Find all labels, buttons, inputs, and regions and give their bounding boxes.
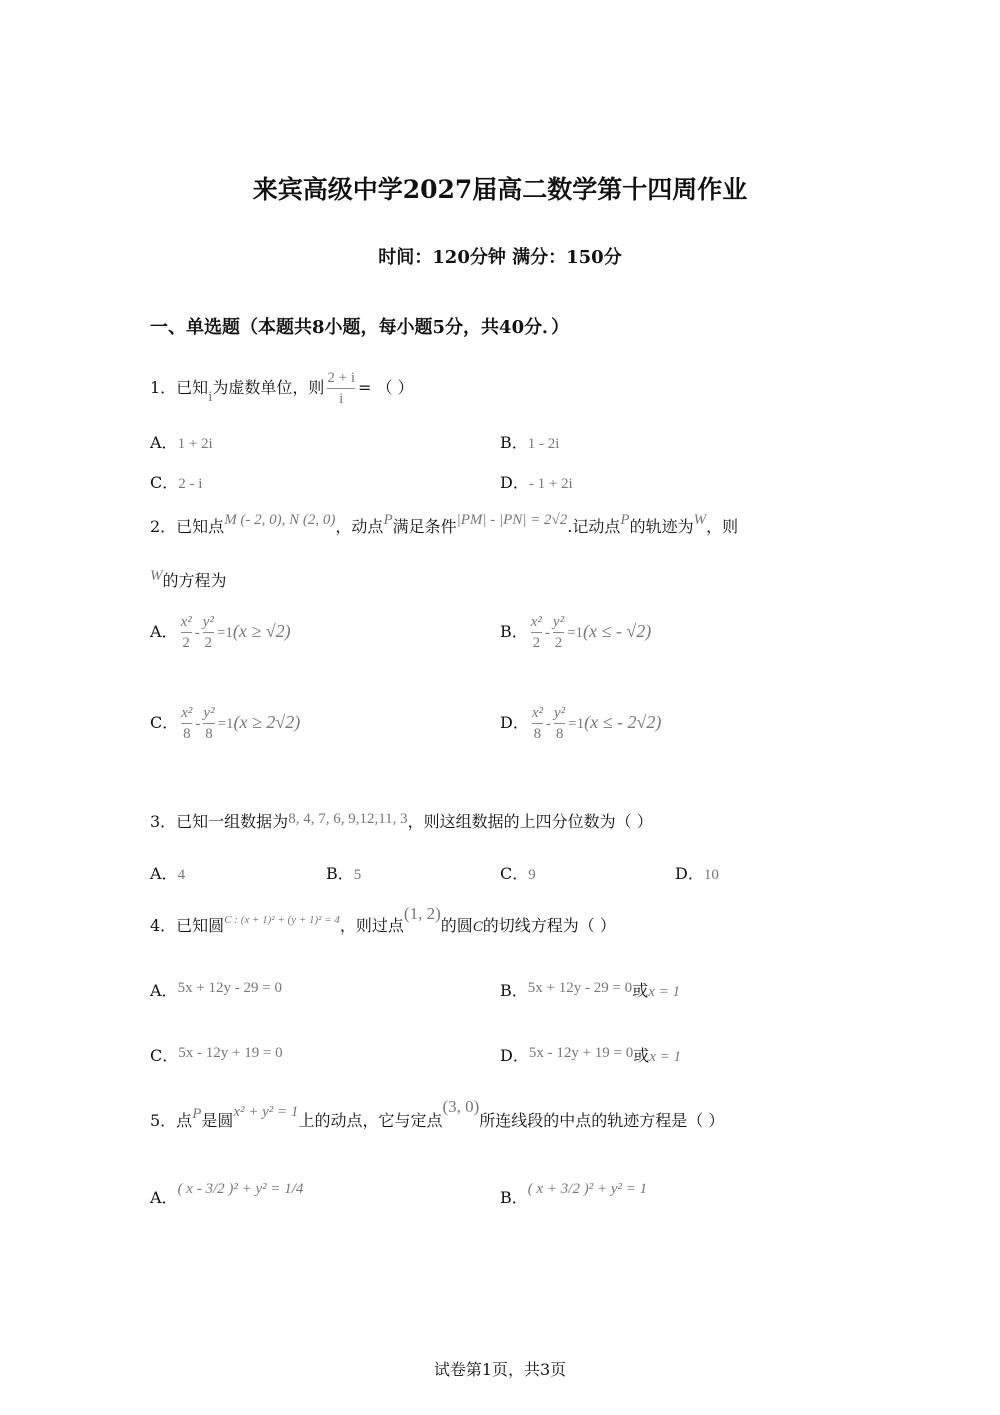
frac-num: y² <box>552 614 565 630</box>
frac-num: x² <box>180 614 192 630</box>
section-heading: 一、单选题（本题共8小题，每小题5分，共40分．） <box>150 317 570 338</box>
option-label: A． <box>150 1188 178 1207</box>
frac-den: 8 <box>183 726 191 742</box>
option-label: C． <box>150 1046 179 1065</box>
option-label: A． <box>150 433 178 452</box>
frac-num: x² <box>181 705 193 721</box>
page-footer: 试卷第1页，共3页 <box>433 1360 567 1379</box>
option-value: x = 1 <box>648 984 680 1000</box>
fraction <box>554 703 565 744</box>
fraction <box>203 612 214 653</box>
frac-num: y² <box>202 614 214 630</box>
q3-option-d[interactable] <box>675 861 719 884</box>
q2-stem-part: 满足条件 <box>392 517 457 536</box>
operator: =1 <box>217 716 234 732</box>
frac-den: 2 <box>532 635 541 651</box>
q4-stem-part: ，则过点 <box>339 916 404 935</box>
option-label: C． <box>150 473 179 492</box>
question-4-stem <box>150 904 616 936</box>
frac-num: x² <box>531 705 543 721</box>
option-value: 5x + 12y - 29 = 0 <box>527 980 633 996</box>
q2-condition: |PM| - |PN| = 2√2 <box>456 512 568 528</box>
q1-frac-den: i <box>339 391 344 407</box>
q1-var: i <box>208 389 213 405</box>
q5-option-a[interactable] <box>150 1181 304 1208</box>
frac-num: y² <box>554 705 566 721</box>
q2-stem-part: .记动点 <box>567 517 621 536</box>
q3-option-a[interactable] <box>150 861 185 884</box>
option-label: A． <box>150 622 178 641</box>
q2-var: P <box>383 512 393 528</box>
q2-option-d[interactable] <box>500 703 661 744</box>
option-value: 10 <box>703 867 719 883</box>
q1-option-c[interactable] <box>150 470 202 493</box>
option-label: B． <box>500 1188 528 1207</box>
option-value: 2 - i <box>178 476 203 492</box>
frac-den: 8 <box>533 726 542 742</box>
q5-stem-part: 是圆 <box>201 1111 234 1130</box>
question-2-stem <box>150 514 738 537</box>
q2-stem-part: ，则 <box>706 517 739 536</box>
q4-stem-part: 4．已知圆 <box>150 916 225 935</box>
q1-option-d[interactable] <box>500 470 573 493</box>
q2-stem-part: ，动点 <box>335 517 384 536</box>
option-value: 9 <box>528 867 536 883</box>
q4-stem-part: 的切线方程为（ ） <box>482 916 616 935</box>
q1-stem-part: 1．已知 <box>150 378 209 397</box>
option-value: (x ≥ √2) <box>232 621 291 641</box>
page-title: 来宾高级中学2027届高二数学第十四周作业 <box>252 175 748 204</box>
q4-option-b[interactable] <box>500 978 680 1001</box>
q3-option-c[interactable] <box>500 861 536 884</box>
option-value: 5 <box>353 867 362 883</box>
q2-var: P <box>620 512 630 528</box>
question-2-line2 <box>150 568 227 591</box>
option-label: C． <box>500 864 529 883</box>
q5-var: P <box>192 1106 202 1122</box>
q5-circle-equation: x² + y² = 1 <box>233 1104 299 1120</box>
option-value: ( x + 3/2 )² + y² = 1 <box>527 1181 648 1197</box>
option-label: B． <box>500 433 528 452</box>
option-label: A． <box>150 864 178 883</box>
option-value: (x ≥ 2√2) <box>233 712 301 732</box>
q4-var: C <box>472 919 483 935</box>
question-1-stem <box>150 368 414 409</box>
operator: =1 <box>568 716 585 732</box>
frac-den: 2 <box>554 635 563 651</box>
frac-den: 2 <box>204 635 213 651</box>
question-5-stem <box>150 1097 725 1131</box>
q1-option-a[interactable] <box>150 430 213 453</box>
q3-option-b[interactable] <box>326 861 361 884</box>
q4-option-d[interactable] <box>500 1043 681 1066</box>
operator: =1 <box>567 625 584 641</box>
option-label: D． <box>500 1046 529 1065</box>
q2-option-a[interactable] <box>150 612 291 653</box>
frac-den: 8 <box>555 726 564 742</box>
q2-var: W <box>150 568 163 584</box>
q4-stem-part: 的圆 <box>440 916 473 935</box>
q5-stem-part: 所连线段的中点的轨迹方程是（ ） <box>479 1111 725 1130</box>
fraction <box>553 612 564 653</box>
q2-points: M (- 2, 0), N (2, 0) <box>224 512 336 528</box>
q2-option-c[interactable] <box>150 703 300 744</box>
q1-stem-part: = （ ） <box>358 378 414 397</box>
frac-num: y² <box>203 705 215 721</box>
option-label: B． <box>326 864 354 883</box>
q1-option-b[interactable] <box>500 430 559 453</box>
q5-option-b[interactable] <box>500 1181 648 1208</box>
q3-data: 8, 4, 7, 6, 9,12,11, 3 <box>288 811 408 827</box>
q4-option-a[interactable] <box>150 978 282 1001</box>
option-value: (x ≤ - 2√2) <box>584 712 662 732</box>
option-label: B． <box>500 981 528 1000</box>
q3-stem-part: 3．已知一组数据为 <box>150 812 289 831</box>
fraction <box>532 703 543 744</box>
fraction <box>531 612 542 653</box>
q1-stem-part: 为虚数单位，则 <box>212 378 325 397</box>
option-label: D． <box>675 864 704 883</box>
option-label: D． <box>500 713 529 732</box>
option-label: D． <box>500 473 529 492</box>
option-value: 5x - 12y + 19 = 0 <box>178 1045 283 1061</box>
q2-stem-part: 2．已知点 <box>150 517 225 536</box>
q4-circle-equation: C : (x + 1)² + (y + 1)² = 4 <box>224 914 340 926</box>
q2-stem-part: 的方程为 <box>162 571 227 590</box>
q5-stem-part: 5．点 <box>150 1111 193 1130</box>
option-value: ( x - 3/2 )² + y² = 1/4 <box>177 1181 304 1197</box>
frac-den: 8 <box>205 726 213 742</box>
option-label: B． <box>500 622 528 641</box>
q3-stem-part: ，则这组数据的上四分位数为（ ） <box>407 812 653 831</box>
q2-var: W <box>693 512 707 528</box>
operator: - <box>544 625 550 641</box>
option-value: - 1 + 2i <box>528 476 573 492</box>
question-3-stem <box>150 809 653 832</box>
option-value: 1 - 2i <box>527 436 560 452</box>
option-value: x = 1 <box>649 1049 682 1065</box>
q2-stem-part: 的轨迹为 <box>629 517 694 536</box>
fraction <box>181 612 192 653</box>
or-text: 或 <box>632 981 649 1000</box>
operator: =1 <box>216 625 233 641</box>
option-value: 4 <box>177 867 186 883</box>
option-value: 5x + 12y - 29 = 0 <box>177 980 282 996</box>
q4-point: (1, 2) <box>403 904 441 923</box>
operator: - <box>195 716 201 732</box>
fraction <box>181 703 192 744</box>
option-value: (x ≤ - √2) <box>583 621 652 641</box>
fraction <box>203 703 214 744</box>
q2-option-b[interactable] <box>500 612 651 653</box>
option-label: A． <box>150 981 178 1000</box>
q5-stem-part: 上的动点，它与定点 <box>298 1111 443 1130</box>
operator: - <box>194 625 200 641</box>
q1-frac-num: 2 + i <box>327 370 356 386</box>
or-text: 或 <box>633 1046 650 1065</box>
option-value: 1 + 2i <box>177 436 213 452</box>
q1-fraction <box>327 368 355 409</box>
frac-den: 2 <box>182 635 190 651</box>
option-label: C． <box>150 713 179 732</box>
q5-point: (3, 0) <box>442 1097 480 1116</box>
q4-option-c[interactable] <box>150 1043 283 1066</box>
frac-num: x² <box>530 614 542 630</box>
exam-info: 时间：120分钟 满分：150分 <box>378 247 622 268</box>
operator: - <box>546 716 551 732</box>
option-value: 5x - 12y + 19 = 0 <box>528 1045 634 1061</box>
